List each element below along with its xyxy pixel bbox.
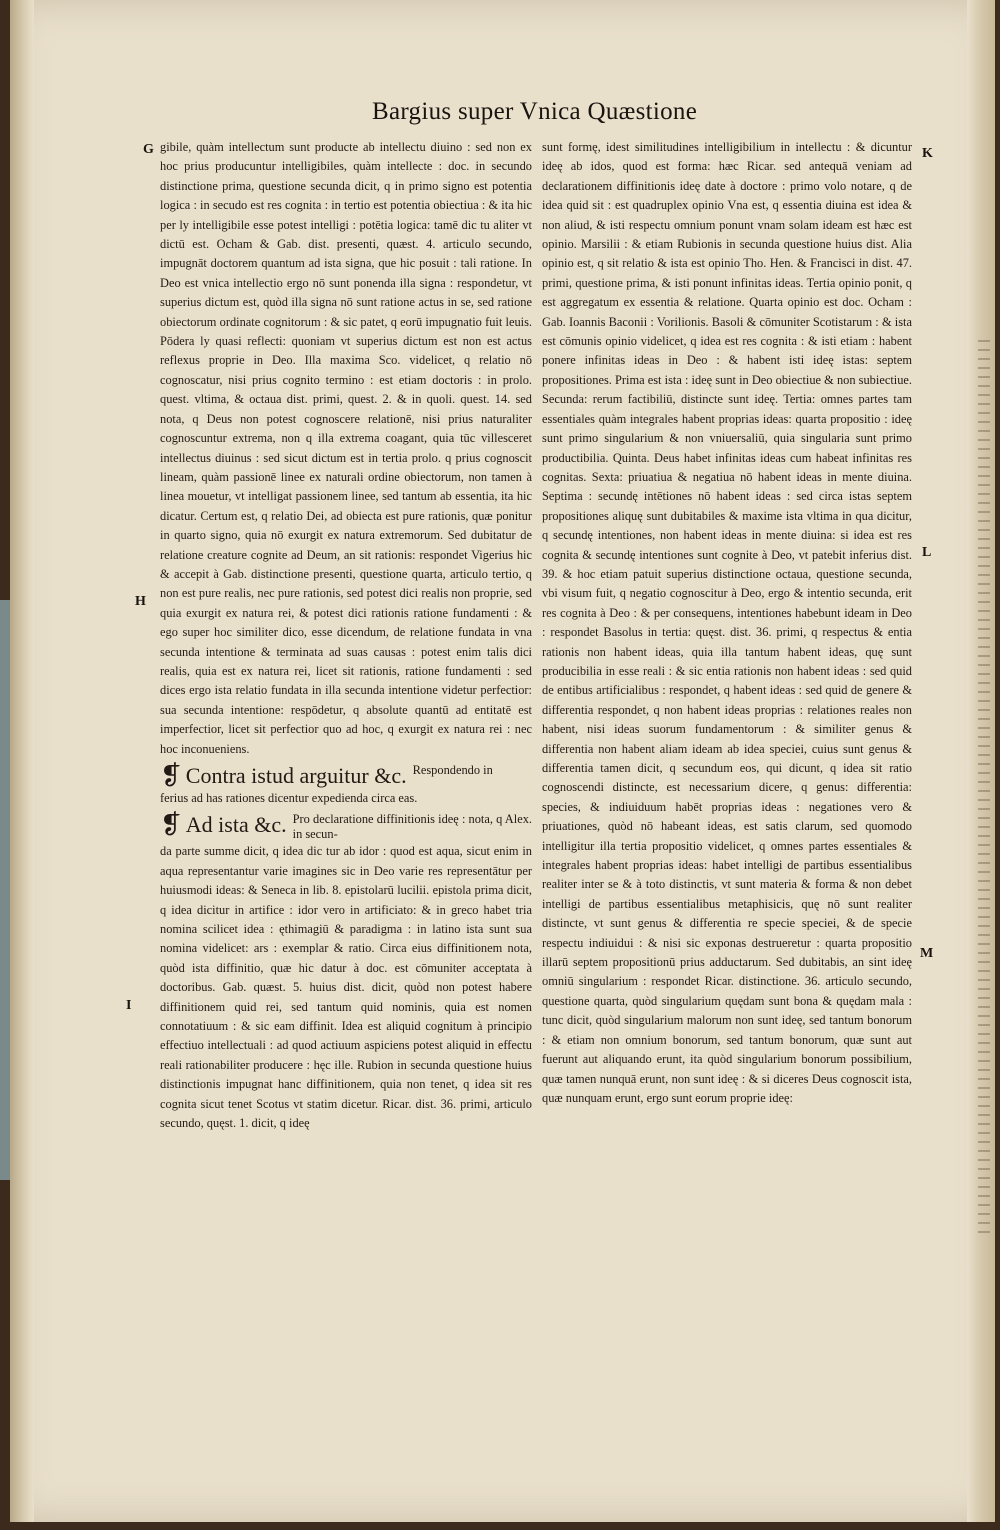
- margin-letter-i: I: [126, 998, 132, 1013]
- section-heading-continuation: Pro declaratione diffinitionis ideę : nota, q Alex. in secun-: [292, 812, 532, 842]
- left-column: [160, 138, 532, 1134]
- left-paragraph-2: ferius ad has rationes dicentur expedienda circa eas.: [160, 791, 418, 805]
- page-edge-lines: [978, 340, 990, 1240]
- section-heading-text: Contra istud arguitur &c.: [185, 763, 407, 788]
- margin-letter-k: K: [922, 146, 933, 161]
- pilcrow-mark: ❡: [160, 761, 182, 790]
- section-heading-ad-ista: [160, 812, 532, 842]
- margin-letter-m: M: [920, 946, 934, 961]
- left-paragraph-1: gibile, quàm intellectum sunt producte ab intellectu diuino : sed non ex hoc prius producuntur intelligibiles, quàm intellecte : doc. in secundo distinctione prima, questione secunda dicit, q in primo signo est potentia logica : in secudo est res cognita : in tertio est potentia obiectiua : & ita hic per ly intelligibile esse potest intelligi : potētia logica: tamē dic tu aliter vt dictū est. Ocham & Gab. dist. presenti, quæst. 4. articulo secundo, impugnāt doctorem quantum ad ista signa, que hic posuit : tali ratione. In Deo est vnica intellectio ergo nō sunt ponenda illa signa : respondetur, vt superius dictum est, quòd illa signa nō sunt ratione actus in se, sed ratione obiectorum ordinate cognitorum : & sic patet, q eorū impugnatio fuit leuis. Pōdera ly quasi reflecti: quoniam vt superius dictum est non est actus reflexus proprie in Deo. Illa maxima Sco. videlicet, q relatio nō cognoscatur, nisi prius cognito termino : est etiam doctoris : in prolo. quest. vltima, & octaua dist. primi, quest. 2. & in quoli. quest. 14. sed nota, q Deus non potest cognoscere relationē, nisi prius naturaliter cognoscuntur extrema, non q illa extrema coagant, quia tūc villesceret intellectus diuinus : sed sicut dictum est in tertia prolo. q prius cognoscit lineam, quàm passionē linee ex naturali ordine obiectorum, non tamen à linea mouetur, vt intelligat passionem linee, sed tantum ab essentia, ita hic dicatur. Certum est, q relatio Dei, ad obiecta est pure rationis, quæ ponitur in quarto signo, quia nō exurgit ex natura extremorum. Sed dubitatur de relatione creature cognite ad Deum, an sit rationis: respondet Vigerius hic & accepit à Gab. distinctione presenti, questione quarta, articulo tertio, q non est pure realis, nec pure rationis, sed potest dici realis non proprie, sed quia exurgit ex natura rei, & potest dici rationis ratione fundamenti : & ego super hoc similiter dico, esse dicendum, de relatione fundata in vna secunda intentione & terminata ad suas causas : potest enim talis dici realis, quia est ex natura rei, licet sit rationis, ratione fundamenti : sed dices ergo ista relatio fundata in illa secunda intentione videtur perfectior: sua secunda intentione: respōdetur, q absolute quantū ad entitatē est imperfectior, licet sit perfectior quo ad hoc, q exurgit ex natura rei : nec hoc inconueniens.: [160, 140, 532, 756]
- section-heading-contra: [160, 763, 532, 789]
- right-column: [542, 138, 912, 1108]
- right-paragraph-1: sunt formę, idest similitudines intelligibilium in intellectu : & dicuntur ideę ab idos, quod est forma: hæc Ricar. sed antequā veniam ad declarationem diffinitionis ideę date à doctore : primo volo notare, q de idea quid sit : est quadruplex opinio Vna est, q essentia diuina est idea & non aliud, & isti respectu omnium ponunt vnam solam ideam est hæc est opinio. Marsilii : & etiam Rubionis in secunda questione huius dist. Alia opinio est, q sit relatio & ista est opinio Tho. Hen. & Francisci in dist. 47. primi, questione prima, & isti ponunt infinitas ideas. Tertia opinio ponit, q est aggregatum ex essentia & relatione. Quarta opinio est doc. Ocham : Gab. Ioannis Baconii : Vorilionis. Basoli & cōmuniter Scotistarum : & ista est cōmunis opinio videlicet, q idea est res cognita : & isti etiam : habent ponere infinitas ideas in Deo : & habent isti ideę istas: septem propositiones. Prima est ista : ideę sunt in Deo obiectiue & non subiectiue. Secunda: rerum factibiliū, distincte sunt ideę. Tertia: omnes partes tam essentiales quàm integrales habent proprias ideas: quarta propositio : ideę sunt primo singularium & non vniuersaliū, quia singularia sunt primo productibilia. Quinta. Deus habet infinitas ideas cum habeat infinitas res cognitas. Sexta: priuatiua & negatiua nō habent ideas in mente diuina. Septima : secundę intētiones nō habent ideas : sed circa istas septem propositiones aliquę sunt dubitabiles & maxime ista vltima in qua dicitur, q secundę intentiones, non habent ideas in mente diuina: si idea est res cognita & secundę intentiones sunt cognite à Deo, vt patebit inferius dist. 39. & hoc etiam patuit superius distinctione octaua, questione secunda, vbi visum fuit, q negatio cognoscitur à Deo, ergo & intentio secunda, erit res cognita à Deo : & per consequens, intentiones habebunt ideam in Deo : respondet Basolus in tertia: quęst. dist. 36. primi, q respectus & entia rationis non habent ideas, quia illa tantum habent ideas, quę sunt producibilia in esse reali : & sic entia rationis non habent ideas : sed quid de entibus artificialibus : respondet, q habent ideas : sed quid de genere & differentia respondet, q non habent ideas proprias : relationes reales non habent, nisi ideas suorum fundamentorum : & similiter genus & differentia non habent aliam ideam ab idea speciei, cuius sunt genus & differentia tamen dicit, q secundum eos, qui dicunt, q idea sit ratio cognoscendi distincte, est necessarium dicere, q genus: differentia: species, & indiuiduum habēt proprias ideas : negationes vero & priuationes, quòd nō habeant ideas, est satis clarum, sed quomodo intelligitur illa tertia propositio videlicet, q omnes partes essentiales & integrales habent proprias ideas: habet intelligi de partibus essentialibus realiter inter se & à toto distinctis, vt sunt materia & forma & non debet intelligi de partibus essentialibus metaphisicis, quę nō sunt realiter distincte, vt sunt genus & differentia re specie speciei, & de specie respectu indiuidui : & nisi sic exponas destrueretur : quarta propositio illarū septem propositionū prius adductarum. Sed dubitabis, an sint ideę omniū singularium : respondet Ricar. distinctione. 36. articulo secundo, questione quarta, quòd singularium quędam sunt bona & quędam mala : tunc dicit, quòd singularium malorum non sunt ideę, sed tantum bonorum : & etiam non omnium bonorum, sed tantum bonorum, quæ sunt aut fuerunt aut aliquando erunt, ita quòd singularium bonorum possibilium, quæ tamen nunquā erunt, non sunt ideę : & si diceres Deus cognoscit ista, quæ nunquam erunt, ergo sunt eorum proprie ideę:: [542, 140, 912, 1105]
- section-heading-continuation: Respondendo in: [412, 763, 493, 777]
- pilcrow-mark: ❡: [160, 810, 182, 840]
- running-header: Bargius super Vnica Quæstione: [372, 98, 698, 125]
- margin-letter-h: H: [135, 594, 146, 609]
- margin-letter-l: L: [922, 545, 932, 560]
- section-heading-text: Ad ista &c.: [185, 812, 287, 838]
- page-left-edge: [10, 0, 34, 1522]
- left-paragraph-3: da parte summe dicit, q idea dic tur ab idor : quod est aqua, sicut enim in aqua representantur varie imagines sic in Deo varie res representātur per huiusmodi ideas: & Seneca in lib. 8. epistolarū lucilii. epistola prima dicit, q idea dicitur in artifice : idor vero in artificiato: & in greco habet tria nomina scilicet idea : ęthimagiū & paradigma : in latino ista sunt sua nomina videlicet: ars : exemplar & ratio. Circa eius diffinitionem nota, quòd ista diffinitio, quæ hic datur à doc. est cōmuniter acceptata à doctoribus. Gab. quæst. 5. huius dist. dicit, quòd non potest habere diffinitionem quid rei, sed tantum quid nominis, quia est nomen connotatiuum : & sic eam diffinit. Idea est aliquid cognitum à principio effectiuo intellectuali : ad quod actiuum aspiciens potest aliquid in effectu reali rationabiliter producere : hęc ille. Rubion in secunda questione huius distinctionis impugnat hanc diffinitionem, quia non tenet, q idea sit res cognita sicut tenet Scotus vt statim dicetur. Ricar. dist. 36. primi, articulo secundo, quęst. 1. dicit, q ideę: [160, 844, 532, 1131]
- margin-letter-g: G: [143, 142, 154, 157]
